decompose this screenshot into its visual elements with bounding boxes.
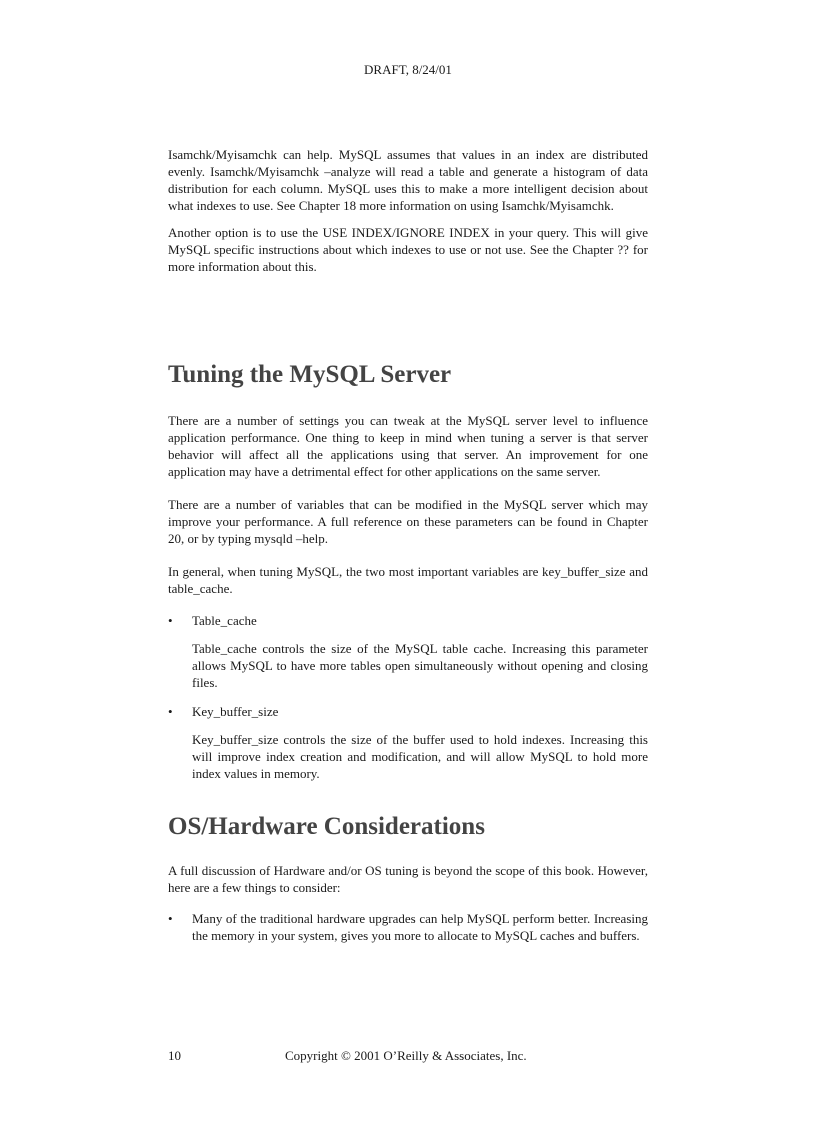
tuning-paragraph-1-text: There are a number of settings you can tweak at the MySQL server level to influence application performance. One thing to keep in mind when tuning a server is that server behavior will affect all the applications using that server. An improvement for one application may have a detrimental effect for other applications on the same server. xyxy=(168,413,648,479)
os-paragraph-1-text: A full discussion of Hardware and/or OS tuning is beyond the scope of this book. However, here are a few things to consider: xyxy=(168,863,648,895)
section-heading-os-hardware: OS/Hardware Considerations xyxy=(168,813,485,840)
intro-paragraph-2: Another option is to use the USE INDEX/IGNORE INDEX in your query. This will give MySQL specific instructions about which indexes to use or not use. See the Chapter ?? for more information about this. xyxy=(168,225,648,274)
bullet-marker: • xyxy=(168,911,173,926)
intro-section xyxy=(168,146,648,275)
tuning-paragraph-2-text: There are a number of variables that can be modified in the MySQL server which may improve your performance. A full reference on these parameters can be found in Chapter 20, or by typing mysqld –help. xyxy=(168,497,648,546)
intro-paragraph-1: Isamchk/Myisamchk can help. MySQL assumes that values in an index are distributed evenly. Isamchk/Myisamchk –analyze will read a table and generate a histogram of data distribution for each column. MySQL uses this to make a more intelligent decision about what indexes to use. See Chapter 18 more information on using Isamchk/Myisamchk. xyxy=(168,147,648,213)
tuning-paragraph-3-text: In general, when tuning MySQL, the two most important variables are key_buffer_size and table_cache. xyxy=(168,564,648,596)
bullet-title: Key_buffer_size xyxy=(192,704,279,719)
bullet-description-table-cache: Table_cache controls the size of the MySQL table cache. Increasing this parameter allows MySQL to have more tables open simultaneously without opening and closing files. xyxy=(192,641,648,690)
bullet-description-key-buffer-size: Key_buffer_size controls the size of the buffer used to hold indexes. Increasing this will improve index creation and modification, and will allow MySQL to hold more index values in memory. xyxy=(192,732,648,781)
tuning-paragraph-1 xyxy=(168,412,648,480)
draft-header: DRAFT, 8/24/01 xyxy=(364,62,452,77)
tuning-paragraph-3 xyxy=(168,563,648,597)
page-number: 10 xyxy=(168,1048,181,1063)
bullet-text: Many of the traditional hardware upgrades can help MySQL perform better. Increasing the memory in your system, gives you more to allocate to MySQL caches and buffers. xyxy=(192,911,648,943)
copyright-footer: Copyright © 2001 O’Reilly & Associates, Inc. xyxy=(285,1048,527,1063)
tuning-paragraph-2 xyxy=(168,496,648,547)
bullet-title: Table_cache xyxy=(192,613,257,628)
bullet-marker: • xyxy=(168,613,173,628)
section-heading-tuning: Tuning the MySQL Server xyxy=(168,361,452,388)
os-paragraph-1 xyxy=(168,862,648,896)
bullet-marker: • xyxy=(168,704,173,719)
